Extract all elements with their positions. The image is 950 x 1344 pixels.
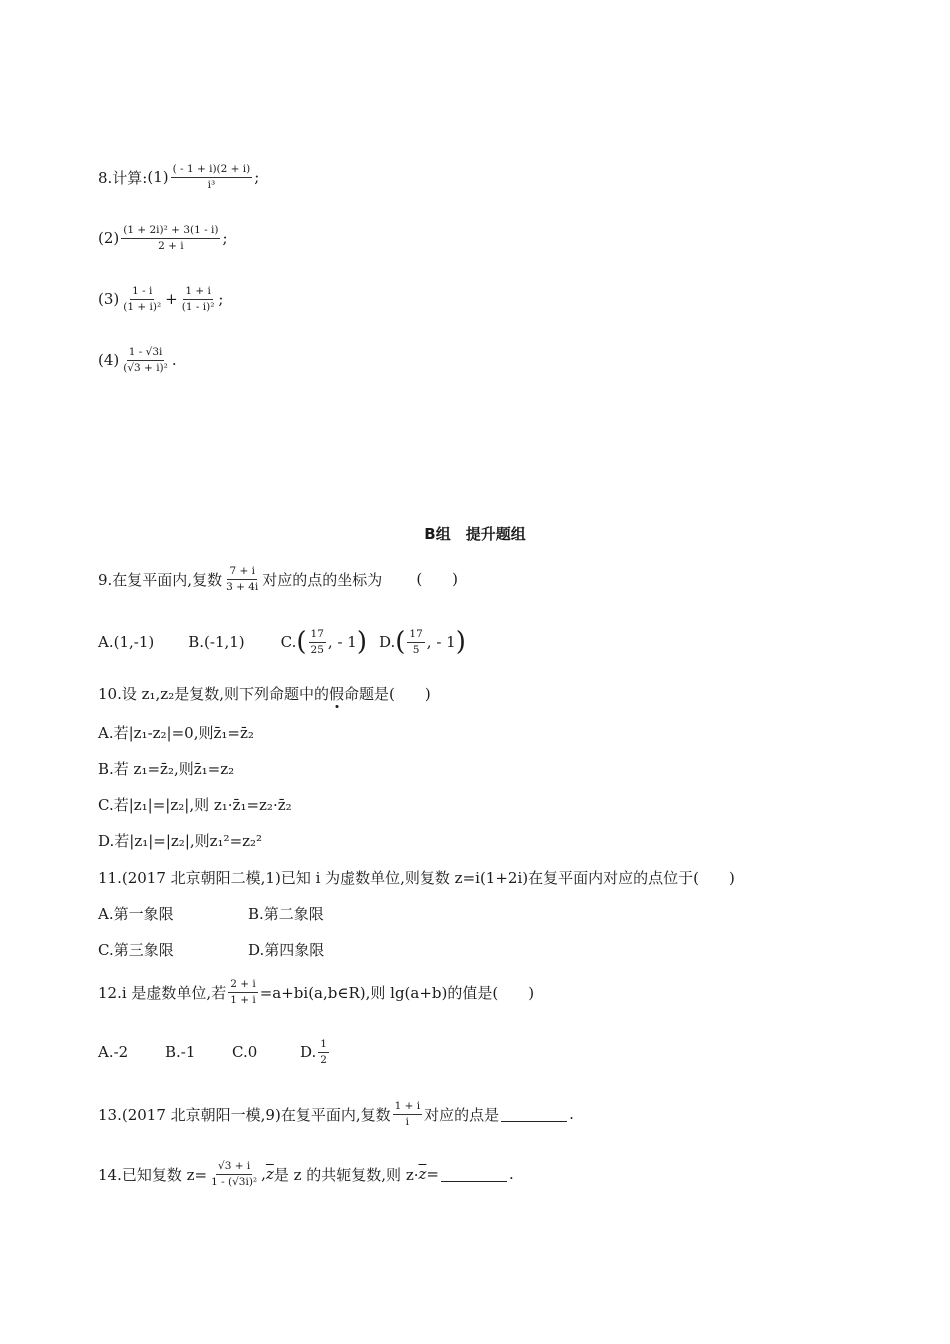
q8-p2-denominator: 2 + i bbox=[158, 239, 184, 252]
q12-option-d-numerator: 1 bbox=[318, 1038, 329, 1053]
q9-answer-paren: ( ) bbox=[416, 570, 459, 589]
q12-option-c: C.0 bbox=[232, 1043, 258, 1062]
q8-part2 bbox=[98, 224, 228, 252]
q12-option-d-label: D. bbox=[300, 1043, 317, 1062]
q12-numerator: 2 + i bbox=[228, 978, 258, 993]
q12-option-b: B.-1 bbox=[165, 1043, 196, 1062]
q9-option-c-label: C. bbox=[280, 633, 297, 652]
q11-options-row1 bbox=[98, 903, 324, 924]
q9-stem bbox=[98, 565, 458, 593]
q9-option-b: B.(-1,1) bbox=[188, 633, 245, 652]
q9-option-c bbox=[281, 628, 367, 656]
q9-option-c-denominator: 25 bbox=[310, 643, 324, 656]
q9-option-c-rest: , - 1 bbox=[327, 633, 357, 652]
q11-option-d: D.第四象限 bbox=[248, 941, 325, 959]
q12-option-a: A.-2 bbox=[98, 1043, 129, 1062]
q8-part4 bbox=[98, 346, 177, 374]
q10-stem-emphasis: 假 bbox=[329, 685, 345, 703]
q8-p4-numerator: 1 - √3i bbox=[127, 346, 165, 361]
q11-option-b: B.第二象限 bbox=[248, 905, 324, 923]
q12-fraction bbox=[228, 978, 258, 1006]
q9-denominator: 3 + 4i bbox=[226, 580, 259, 593]
q8-p2-label: (2) bbox=[98, 229, 120, 248]
q14-z-conjugate: $\overline{z}$ bbox=[265, 1165, 274, 1184]
q8-p3-denominator-2: (1 - i)² bbox=[181, 300, 215, 313]
q12-post: =a+bi(a,b∈R),则 lg(a+b)的值是( ) bbox=[259, 983, 535, 1002]
q8-p3-numerator-1: 1 - i bbox=[130, 285, 154, 300]
q8-p1-numerator: ( - 1 + i)(2 + i) bbox=[171, 163, 253, 178]
q8-p1-denominator: i³ bbox=[207, 178, 216, 191]
left-paren-d: ( bbox=[395, 627, 406, 658]
q8-p2-numerator: (1 + 2i)² + 3(1 - i) bbox=[121, 224, 220, 239]
q13-numerator: 1 + i bbox=[393, 1100, 423, 1115]
q14-answer-blank[interactable] bbox=[441, 1167, 507, 1182]
q9-option-c-numerator: 17 bbox=[309, 628, 326, 643]
q13-post: 对应的点是 bbox=[424, 1105, 500, 1124]
q9-pre: 9.在复平面内,复数 bbox=[98, 570, 223, 589]
q10-stem bbox=[98, 683, 431, 704]
q8-p4-label: (4) bbox=[98, 351, 120, 370]
q8-p4-tail: . bbox=[171, 351, 177, 370]
q9-option-d bbox=[379, 628, 466, 656]
q8-p1-label: (1) bbox=[147, 168, 169, 187]
q14-equals: = bbox=[426, 1165, 439, 1184]
q9-option-d-label: D. bbox=[378, 633, 396, 652]
q13-fraction bbox=[393, 1100, 423, 1128]
q9-fraction bbox=[224, 565, 260, 593]
q9-option-c-fraction bbox=[309, 628, 326, 656]
q11-option-c: C.第三象限 bbox=[98, 941, 174, 959]
q14-end: . bbox=[508, 1165, 514, 1184]
right-paren-d: ) bbox=[455, 627, 466, 658]
q14-mid: 是 z 的共轭复数,则 z· bbox=[273, 1165, 419, 1184]
q8-part1 bbox=[98, 163, 259, 191]
q13-stem bbox=[98, 1100, 574, 1128]
q14-z-conjugate-2: $\overline{z}$ bbox=[418, 1165, 427, 1184]
q10-option-c: C.若|z₁|=|z₂|,则 z₁·z̄₁=z₂·z̄₂ bbox=[98, 796, 292, 814]
q14-comma: , bbox=[261, 1165, 266, 1184]
q14-numerator: √3 + i bbox=[216, 1160, 252, 1175]
q9-numerator: 7 + i bbox=[227, 565, 257, 580]
q13-answer-blank[interactable] bbox=[501, 1107, 567, 1122]
q12-stem bbox=[98, 978, 534, 1006]
q10-option-d: D.若|z₁|=|z₂|,则z₁²=z₂² bbox=[98, 832, 263, 850]
q8-p3-numerator-2: 1 + i bbox=[183, 285, 213, 300]
q9-post: 对应的点的坐标为 bbox=[262, 570, 383, 589]
q8-p3-fraction-1 bbox=[121, 285, 163, 313]
q10-stem-post: 命题是( ) bbox=[344, 685, 431, 703]
q9-option-d-numerator: 17 bbox=[407, 628, 424, 643]
q8-p4-fraction bbox=[121, 346, 170, 374]
q13-end: . bbox=[569, 1105, 574, 1124]
q11-option-a: A.第一象限 bbox=[98, 905, 174, 923]
q8-p2-fraction bbox=[121, 224, 220, 252]
q8-p3-plus: + bbox=[165, 290, 178, 309]
q11-options-row2 bbox=[98, 939, 324, 960]
left-paren-c: ( bbox=[296, 627, 307, 658]
q8-p3-tail: ; bbox=[218, 290, 224, 309]
q12-option-d-denominator: 2 bbox=[320, 1053, 327, 1066]
q11-stem: 11.(2017 北京朝阳二模,1)已知 i 为虚数单位,则复数 z=i(1+2i)在复平面内对应的点位于( ) bbox=[98, 869, 735, 887]
q10-stem-pre: 10.设 z₁,z₂是复数,则下列命题中的 bbox=[98, 685, 329, 703]
q9-option-d-fraction bbox=[407, 628, 424, 656]
q12-denominator: 1 + i bbox=[230, 993, 256, 1006]
q8-p2-tail: ; bbox=[222, 229, 228, 248]
q14-stem bbox=[98, 1160, 514, 1188]
right-paren-c: ) bbox=[356, 627, 367, 658]
q12-option-d-fraction bbox=[318, 1038, 329, 1066]
q8-p1-tail: ; bbox=[254, 168, 260, 187]
q8-stem: 8.计算: bbox=[98, 168, 148, 187]
q14-denominator: 1 - (√3i)² bbox=[211, 1175, 258, 1188]
q14-fraction bbox=[209, 1160, 259, 1188]
q13-denominator: i bbox=[405, 1115, 410, 1128]
q8-part3 bbox=[98, 285, 223, 313]
q9-option-d-rest: , - 1 bbox=[426, 633, 456, 652]
q12-pre: 12.i 是虚数单位,若 bbox=[98, 983, 227, 1002]
q9-option-a: A.(1,-1) bbox=[98, 633, 155, 652]
q9-options bbox=[98, 628, 466, 656]
q9-option-d-denominator: 5 bbox=[412, 643, 420, 656]
q12-options bbox=[98, 1038, 331, 1066]
section-b-title: B组 提升题组 bbox=[424, 525, 526, 543]
q8-p4-denominator: (√3 + i)² bbox=[123, 361, 168, 374]
q13-pre: 13.(2017 北京朝阳一模,9)在复平面内,复数 bbox=[98, 1105, 391, 1124]
q8-p1-fraction bbox=[171, 163, 253, 191]
q14-pre: 14.已知复数 z= bbox=[98, 1165, 208, 1184]
q8-p3-fraction-2 bbox=[180, 285, 217, 313]
q8-p3-denominator-1: (1 + i)² bbox=[123, 300, 162, 313]
q8-p3-label: (3) bbox=[98, 290, 120, 309]
q10-option-b: B.若 z₁=z̄₂,则z̄₁=z₂ bbox=[98, 760, 235, 778]
q10-option-a: A.若|z₁-z₂|=0,则z̄₁=z̄₂ bbox=[98, 724, 254, 742]
